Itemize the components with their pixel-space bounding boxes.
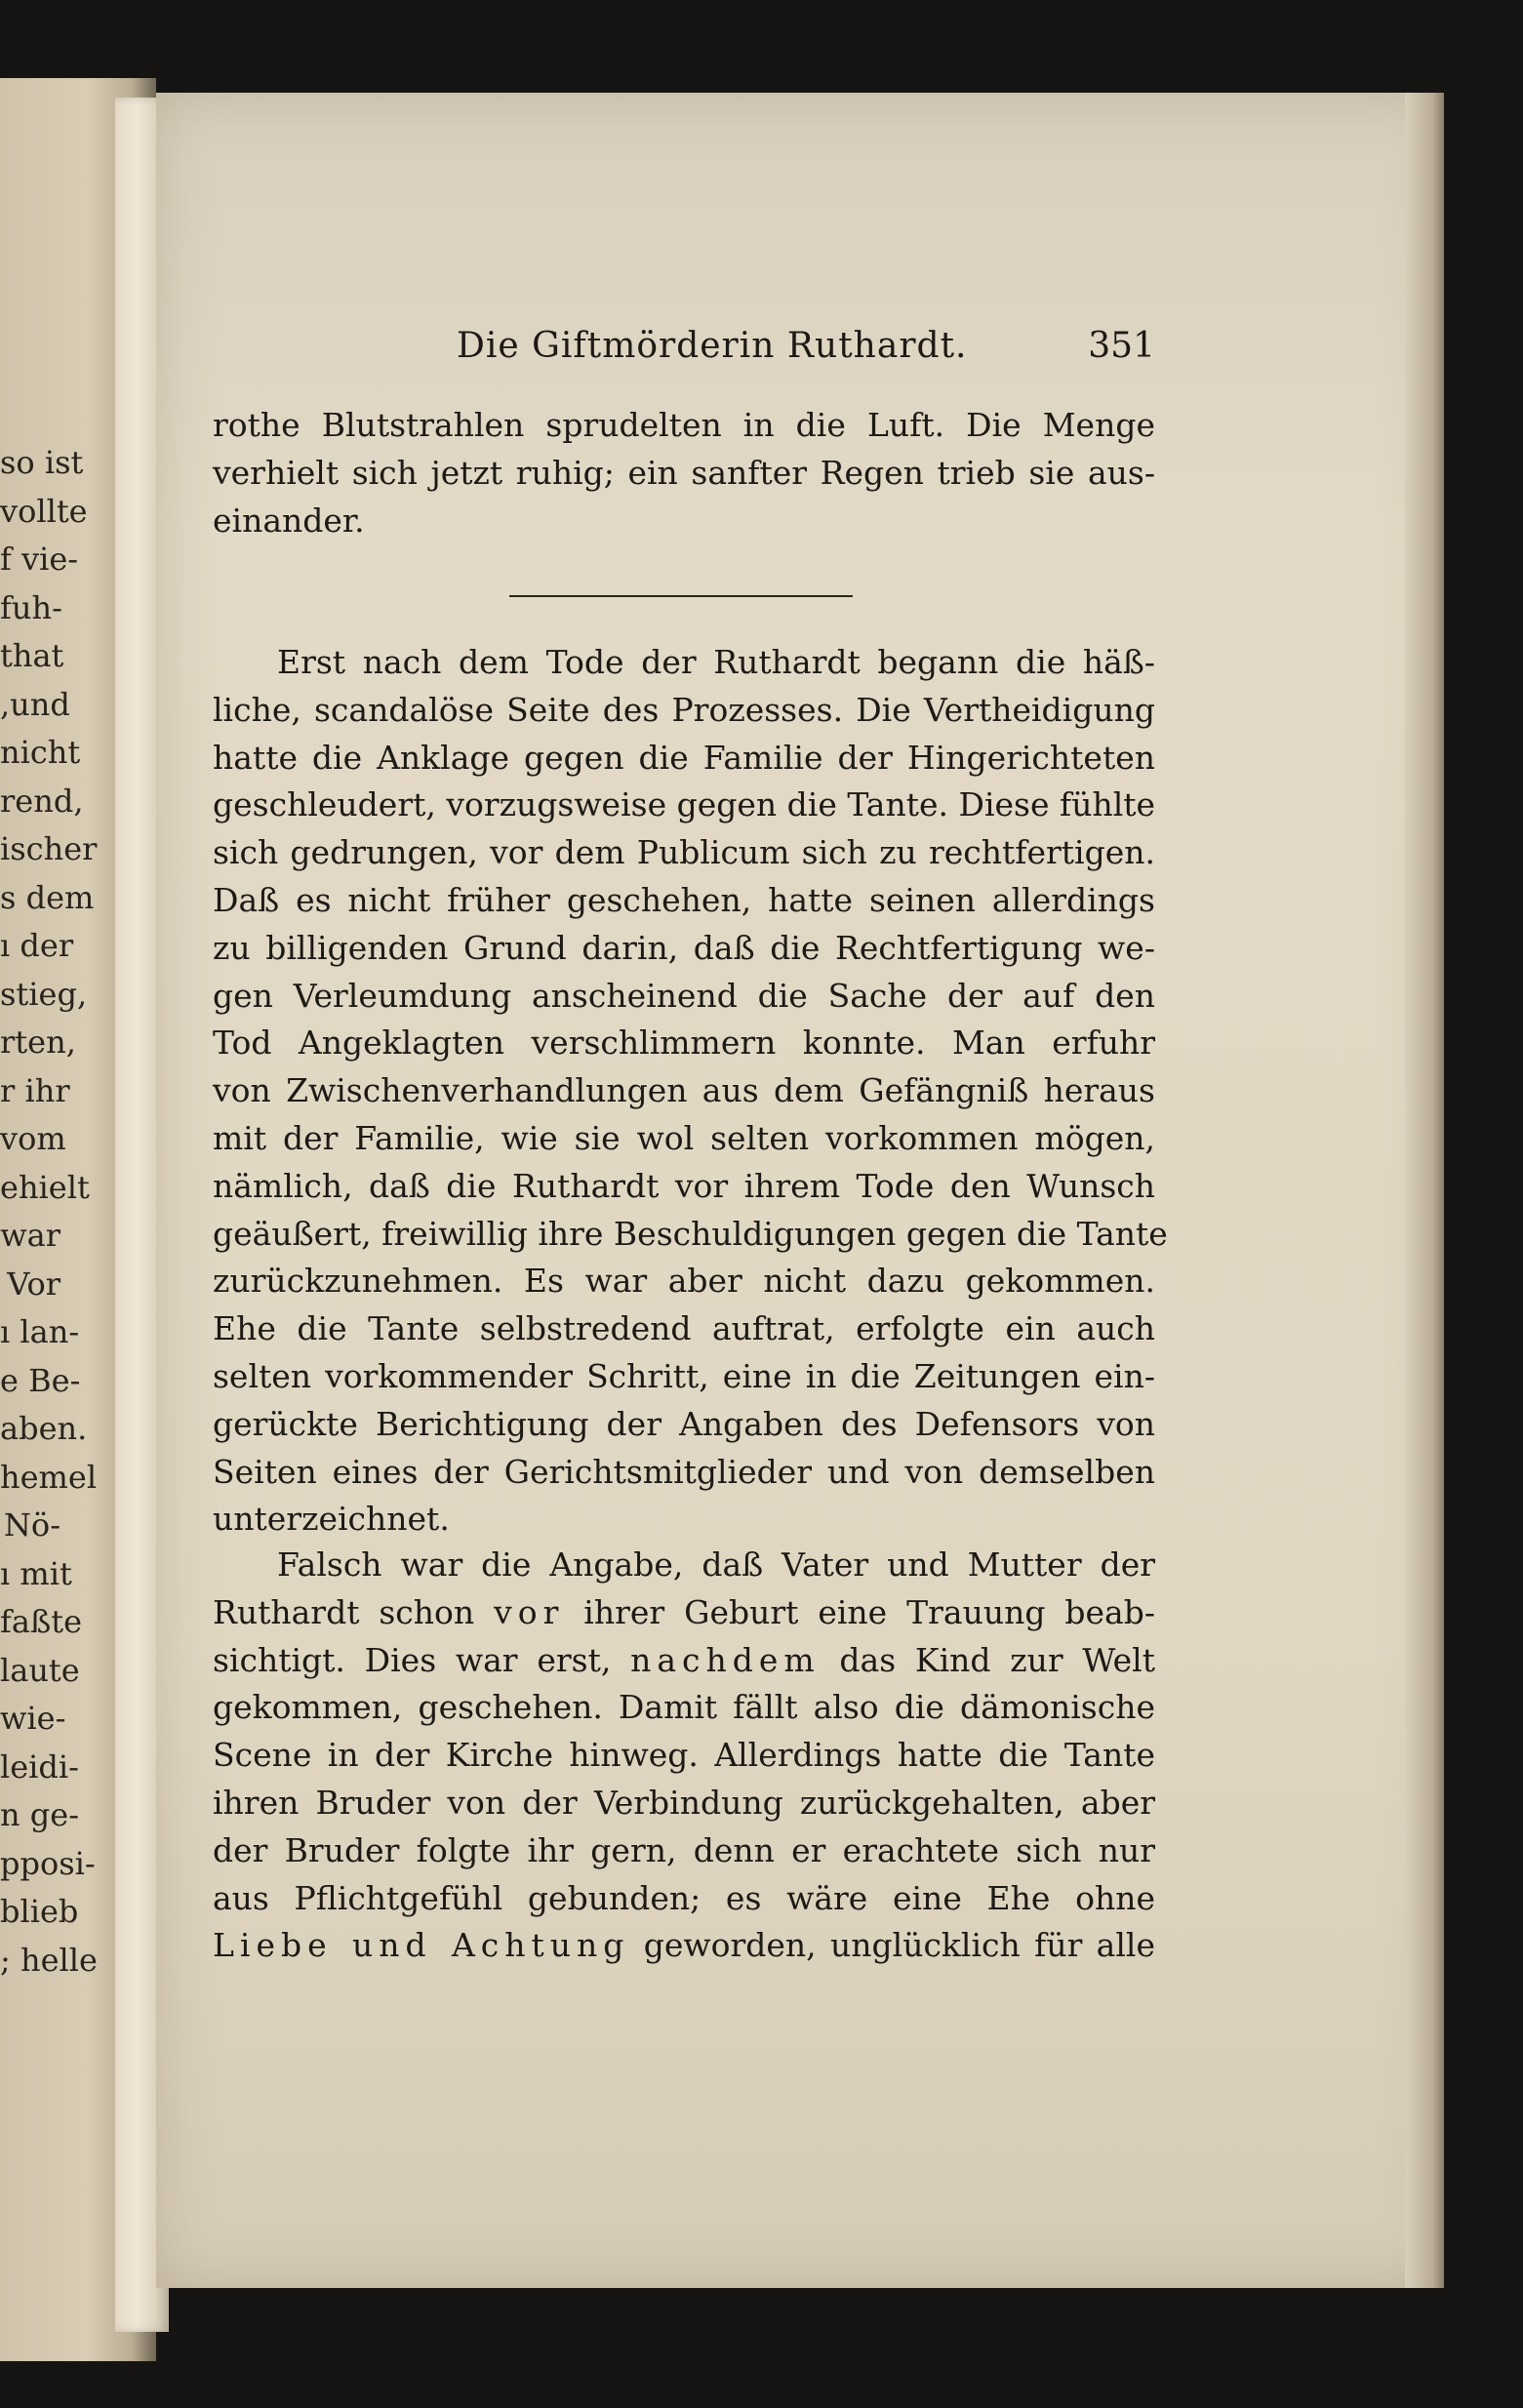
- left-page-fragment: e Be-: [0, 1361, 81, 1399]
- left-page-fragment: vom: [0, 1120, 66, 1157]
- text-line: geschleudert, vorzugsweise gegen die Tante. Diese fühlte: [213, 785, 1156, 824]
- text-segment: Ruthardt schon: [213, 1592, 495, 1631]
- left-page-fragment: rend,: [0, 782, 84, 820]
- text-line: gen Verleumdung anscheinend die Sache der auf den: [213, 976, 1155, 1015]
- text-line: Daß es nicht früher geschehen, hatte seinen allerdings: [213, 880, 1155, 919]
- left-page-fragment: hemel: [0, 1458, 98, 1496]
- left-page-fragment: war: [0, 1217, 60, 1254]
- text-line: [213, 1922, 1155, 1970]
- left-page-text-fragments: [0, 439, 98, 1985]
- text-line: [213, 1637, 1155, 1685]
- text-line: zurückzunehmen. Es war aber nicht dazu gekommen.: [213, 1262, 1155, 1301]
- text-line: verhielt sich jetzt ruhig; ein sanfter Regen trieb sie aus-: [213, 453, 1155, 492]
- text-line: Ehe die Tante selbstredend auftrat, erfolgte ein auch: [213, 1309, 1155, 1348]
- text-line: sich gedrungen, vor dem Publicum sich zu rechtfertigen.: [213, 833, 1155, 872]
- left-page-fragment: ; helle: [0, 1941, 98, 1979]
- text-segment: ihrer Geburt eine Trauung beab-: [564, 1592, 1155, 1631]
- left-page-fragment: pposi-: [0, 1844, 96, 1882]
- left-page-fragment: ı der: [0, 927, 74, 964]
- left-page-fragment: ehielt: [0, 1168, 90, 1206]
- text-line: aus Pflichtgefühl gebunden; es wäre eine Ehe ohne: [213, 1878, 1155, 1917]
- left-page-fragment: so ist: [0, 444, 84, 481]
- text-segment: sichtigt. Dies war erst,: [213, 1640, 631, 1679]
- text-line: gekommen, geschehen. Damit fällt also die dämonische: [213, 1688, 1155, 1727]
- left-page-fragment: f vie-: [0, 541, 79, 578]
- text-line: ihren Bruder von der Verbindung zurückgehalten, aber: [213, 1783, 1155, 1822]
- paragraph-1: [213, 402, 1155, 544]
- text-line: Falsch war die Angabe, daß Vater und Mutter der: [277, 1545, 1155, 1584]
- paragraph-2: [213, 639, 1168, 1544]
- section-divider: [509, 595, 853, 597]
- text-line: Tod Angeklagten verschlimmern konnte. Man erfuhr: [213, 1023, 1155, 1063]
- text-line: liche, scandalöse Seite des Prozesses. Die Vertheidigung: [213, 690, 1155, 729]
- page-edge: [1405, 93, 1444, 2288]
- text-segment: geworden, unglücklich für alle: [629, 1926, 1155, 1965]
- text-line: rothe Blutstrahlen sprudelten in die Luft. Die Menge: [213, 406, 1155, 444]
- left-page-fragment: r ihr: [0, 1071, 70, 1109]
- text-line: der Bruder folgte ihr gern, denn er erachtete sich nur: [213, 1830, 1155, 1869]
- text-line: geäußert, freiwillig ihre Beschuldigungen gegen die Tante: [213, 1214, 1168, 1253]
- left-page-fragment: laute: [0, 1651, 80, 1689]
- left-page-fragment: ,und: [0, 685, 70, 723]
- left-page-fragment: leidi-: [0, 1747, 79, 1786]
- left-page-fragment: aben.: [0, 1410, 88, 1447]
- text-line: einander.: [213, 501, 365, 540]
- left-page-fragment: Vor: [7, 1264, 60, 1303]
- text-line: hatte die Anklage gegen die Familie der Hingerichteten: [213, 738, 1155, 777]
- emphasized-text: nachdem: [630, 1640, 821, 1679]
- text-line: mit der Familie, wie sie wol selten vorkommen mögen,: [213, 1118, 1155, 1157]
- running-title: Die Giftmörderin Ruthardt.: [457, 326, 968, 366]
- left-page-fragment: faßte: [0, 1603, 83, 1640]
- page-number: 351: [1088, 326, 1155, 366]
- text-line: selten vorkommender Schritt, eine in die Zeitungen ein-: [213, 1356, 1155, 1395]
- left-page-fragment: fuh-: [0, 588, 62, 626]
- text-line: zu billigenden Grund darin, daß die Rechtfertigung we-: [213, 928, 1155, 967]
- paragraph-3: [213, 1542, 1155, 1970]
- text-line: [213, 1589, 1155, 1637]
- running-header: [213, 317, 1155, 376]
- left-page-fragment: rten,: [0, 1023, 76, 1061]
- text-line: von Zwischenverhandlungen aus dem Gefängniß heraus: [213, 1071, 1155, 1110]
- text-line: nämlich, daß die Ruthardt vor ihrem Tode den Wunsch: [213, 1166, 1155, 1205]
- left-page-fragment: ı lan-: [0, 1313, 80, 1350]
- text-segment: das Kind zur Welt: [820, 1640, 1155, 1679]
- left-page-fragment: Nö-: [3, 1506, 60, 1544]
- left-page-fragment: wie-: [0, 1700, 66, 1737]
- text-line: gerückte Berichtigung der Angaben des Defensors von: [213, 1404, 1155, 1443]
- left-page-fragment: ischer: [0, 830, 98, 867]
- left-page-fragment: ı mit: [0, 1554, 72, 1592]
- left-page-fragment: s dem: [0, 878, 95, 916]
- emphasized-text: Liebe und Achtung: [213, 1926, 630, 1965]
- emphasized-text: vor: [494, 1592, 565, 1631]
- text-line: Scene in der Kirche hinweg. Allerdings hatte die Tante: [213, 1736, 1155, 1775]
- text-line: Erst nach dem Tode der Ruthardt begann die häß-: [277, 643, 1155, 681]
- left-page-fragment: blieb: [0, 1893, 79, 1930]
- left-page-fragment: n ge-: [0, 1796, 80, 1833]
- text-line: Seiten eines der Gerichtsmitglieder und von demselben: [213, 1452, 1155, 1491]
- left-page-fragment: nicht: [0, 734, 81, 771]
- text-line: unterzeichnet.: [213, 1500, 450, 1539]
- left-page-fragment: that: [0, 637, 64, 674]
- left-page-fragment: vollte: [0, 492, 88, 530]
- left-page-fragment: stieg,: [0, 975, 88, 1013]
